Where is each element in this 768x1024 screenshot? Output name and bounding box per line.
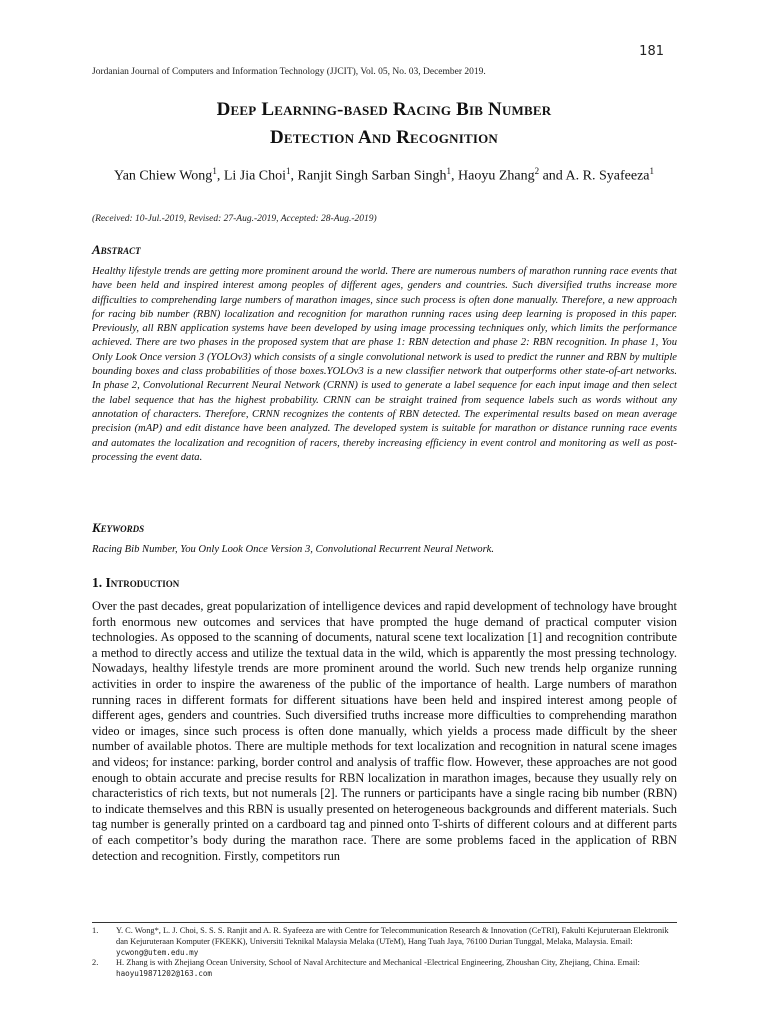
paper-title bbox=[80, 96, 688, 152]
journal-header: Jordanian Journal of Computers and Information Technology (JJCIT), Vol. 05, No. 03, December 2019. bbox=[92, 67, 486, 77]
author-name: Yan Chiew Wong bbox=[113, 168, 213, 184]
affiliation-mark: 1 bbox=[212, 166, 217, 176]
title-line-1: Deep Learning-based Racing Bib Number bbox=[216, 99, 552, 120]
abstract-text: Healthy lifestyle trends are getting more prominent around the world. There are numerous numbers of marathon running race events that have been held and inspired interest among peoples of different ages, genders and countries. Such diversified truths increase more difficulties to comprehending large numbers of marathon images, since such process is often done manually. Therefore, a new approach for racing bib number (RBN) localization and recognition for marathon running races using deep learning is proposed in this paper. Previously, all RBN application systems have been developed by using image processing techniques only, which limits the performance achieved. There are two phases in the proposed system that are phase 1: RBN detection and phase 2: RBN recognition. In phase 1, You Only Look Once version 3 (YOLOv3) which consists of a single convolutional network is used to predict the runner and RBN by multiple bounding boxes and class probabilities of those boxes.YOLOv3 is a new classifier network that outperforms other state-of-art networks. In phase 2, Convolutional Recurrent Neural Network (CRNN) is used to generate a label sequence for each input image and then select the label sequence that has the highest probability. CRNN can be straight trained from sequence labels such as words without any annotation of characters. Therefore, CRNN recognizes the contents of RBN detected. The experimental results based on mean average precision (mAP) and edit distance have been analyzed. The developed system is suitable for marathon or distance running race events and automates the localization and recognition of racers, thereby increasing efficiency in event control and monitoring as well as post-processing the event data. bbox=[92, 266, 677, 463]
title-line-2: Detection And Recognition bbox=[270, 127, 498, 148]
footnote-body: H. Zhang is with Zhejiang Ocean University, School of Naval Architecture and Mechanical -Electrical Engineering, Zhoushan City, Zhejiang, China. Email: bbox=[116, 958, 640, 968]
footnote-text bbox=[116, 958, 677, 980]
author-name: , Ranjit Singh Sarban Singh bbox=[290, 168, 447, 184]
footnote-email[interactable]: ycwong@utem.edu.my bbox=[116, 947, 199, 957]
affiliation-mark: 1 bbox=[446, 166, 451, 176]
footnote-item bbox=[92, 958, 677, 980]
keywords-heading: Keywords bbox=[92, 520, 145, 535]
author-name: , Li Jia Choi bbox=[216, 168, 287, 184]
footnote-divider bbox=[92, 922, 677, 923]
footnote-number: 1. bbox=[92, 926, 99, 935]
introduction-heading: 1. Introduction bbox=[92, 575, 180, 590]
footnote-item bbox=[92, 926, 677, 958]
footnotes bbox=[92, 926, 677, 980]
affiliation-mark: 1 bbox=[286, 166, 291, 176]
affiliation-mark: 2 bbox=[534, 166, 540, 176]
affiliation-mark: 1 bbox=[649, 166, 655, 176]
introduction-text: Over the past decades, great popularization of intelligence devices and rapid development of technology have brought forth enormous new outcomes and services that have prompted the huge demand of practical computer vision technologies. As opposed to the scanning of documents, natural scene text localization [1] and recognition contribute a method to directly access and utilize the textual data in the wild, which is apparently the most pressing technology. Nowadays, healthy lifestyle trends are more prominent around the world. Such new trends help organize running activities in order to inspire the awareness of the public of the importance of health. Large numbers of marathon running races in different formats for different situations have been held and inspired interest among people of different ages, genders and countries. Such diversified truths increase more difficulties to comprehending marathon video or images, since such process is often done manually, which yields a process made difficult by the sheer number of available photos. There are multiple methods for text localization and recognition in natural scene images and videos; for instance: parking, border control and analysis of traffic flow. However, these approaches are not good enough to obtain accurate and precise results for RBN localization in marathon images, because they usually rely on characteristics of rich texts, but not numerals [2]. The runners or participants have a single racing bib number (RBN) to indicate themselves and this RBN is usually presented on heterogeneous backgrounds and different materials. Such tag number is generally printed on a cardboard tag and pinned onto T-shirts of different colours and at different parts of each competitor’s body during the marathon race. There are some problems faced in the application of RBN detection and recognition. Firstly, competitors run bbox=[92, 599, 677, 863]
author-name: , Haoyu Zhang bbox=[451, 168, 535, 184]
footnote-text bbox=[116, 926, 677, 958]
keywords-text: Racing Bib Number, You Only Look Once Version 3, Convolutional Recurrent Neural Network. bbox=[92, 544, 495, 555]
received-dates: (Received: 10-Jul.-2019, Revised: 27-Aug.-2019, Accepted: 28-Aug.-2019) bbox=[92, 214, 377, 224]
footnote-number: 2. bbox=[92, 958, 99, 968]
author-list bbox=[84, 162, 684, 186]
footnote-email[interactable]: haoyu19871202@163.com bbox=[116, 969, 213, 979]
author-name: and A. R. Syafeeza bbox=[539, 168, 650, 184]
page-number: 181 bbox=[639, 44, 664, 59]
abstract-heading: Abstract bbox=[92, 242, 141, 257]
footnote-body: Y. C. Wong*, L. J. Choi, S. S. S. Ranjit and A. R. Syafeeza are with Centre for Telecommunication Research & Innovation (CeTRI), Fakulti Kejuruteraan Elektronik dan Kejuruteraan Komputer (FKEKK), Universiti Teknikal Malaysia Melaka (UTeM), Hang Tuah Jaya, 76100 Durian Tunggal, Melaka, Malaysia. Email: bbox=[116, 926, 669, 946]
